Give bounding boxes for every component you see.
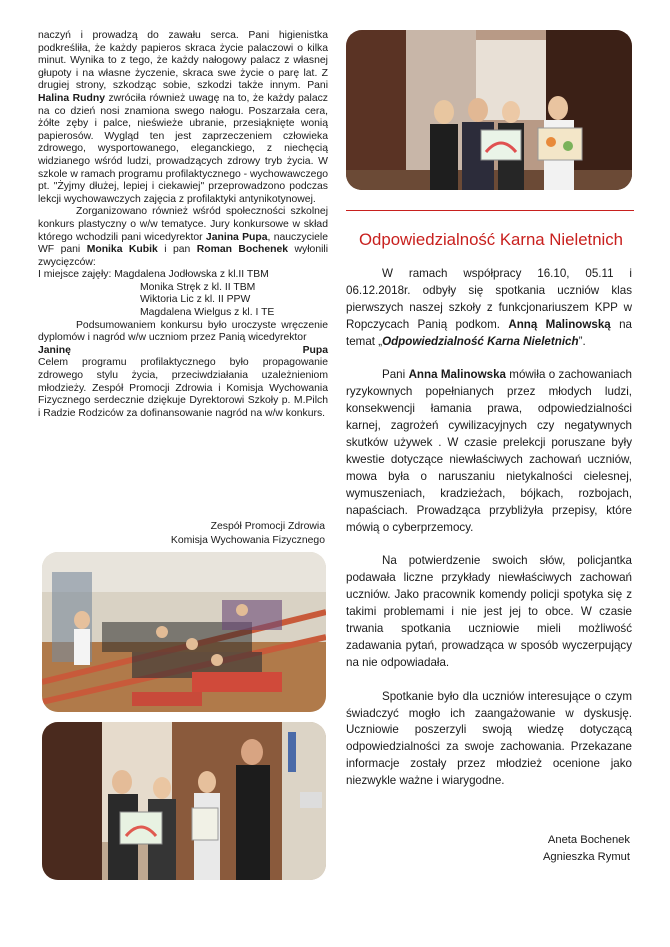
- right-paragraph-1: W ramach współpracy 16.10, 05.11 i 06.12.2018r. odbyły się spotkania uczniów klas pierwszych naszej szkoły z funkcjonariuszem KPP w Ropczycach Panią podkom. Anną Malinowską na temat „Odpowiedzialność Karna Nieletnich”.: [346, 267, 632, 348]
- article-title: Odpowiedzialność Karna Nieletnich: [359, 230, 623, 249]
- photo-students-gym: [42, 552, 326, 712]
- name-halina-rudny: Halina Rudny: [38, 92, 105, 104]
- left-paragraph-1: naczyń i prowadzą do zawału serca. Pani higienistka podkreśliła, że każdy papieros skraca życie palaczowi o kilka minut. Wynika to z tego, że każdy nałogowy palacz z własnej głupoty i na własne życzenie, skraca swe życie o parę lat. Z drugiej strony, szkodząc sobie, szkodzi także innym. Pani Halina Rudny zwróciła również uwagę na to, że każdy palacz na co dzień nosi znamiona swego nałogu. Poszarzała cera, żółte zęby i palce, nieświeże ubranie, przesiąknięte wonią papierosów. Wygląd ten jest zaprzeczeniem człowieka zdrowego, wysportowanego, eleganckiego, z niechęcią widzianego wśród ludzi, prowadzących zdrowy tryb życia. W szkole w ramach programu profilaktycznego - wychowawczego pt. "Żyjmy dłużej, lepiej i ciekawiej" przeprowadzono podczas lekcji wychowawczych zajęcia z profilaktyki antynikotynowej.: [38, 30, 328, 205]
- photo-award-ceremony-top: [346, 30, 632, 190]
- left-column: [38, 30, 328, 420]
- topic-title: Odpowiedzialność Karna Nieletnich: [382, 334, 579, 348]
- left-paragraph-3: Podsumowaniem konkursu było uroczyste wręczenie dyplomów i nagród w/w uczniom przez Panią wicedyrektor: [38, 319, 328, 344]
- name-anna-malinowska: Anną Malinowską: [508, 317, 611, 331]
- left-paragraph-2: Zorganizowano również wśród społeczności szkolnej konkurs plastyczny o w/w tematyce. Jury konkursowe w skład którego wchodzili pani wicedyrektor Janina Pupa, nauczyciele WF pani Monika Kubik i pan Roman Bochenek wyłonili zwycięzców:: [38, 206, 329, 268]
- right-paragraph-2: Pani Anna Malinowska mówiła o zachowaniach ryzykownych popełnianych przez młodych ludzi, konsekwencji łamania prawa, odpowiedzialności karnej, zagrożeń cywilizacyjnych czy negatywnych skutków używek . W czasie prelekcji poruszane były kwestie dotyczące niewłaściwych zachowań uczniów, mowa była o naruszaniu nietykalności cielesnej, wymuszeniach, kradzieżach, bójkach, rozbojach, napaściach. Prowadząca przybliżyła przepisy, które mówią o cyberprzemocy.: [346, 368, 632, 534]
- title-rule: [346, 210, 634, 211]
- left-paragraph-3-name-line: Janinę Pupa: [38, 344, 328, 356]
- name-monika-kubik: Monika Kubik: [86, 244, 158, 256]
- right-column: [346, 266, 632, 807]
- left-paragraph-4: Celem programu profilaktycznego było propagowanie zdrowego stylu życia, przeciwdziałania uzależnieniom młodzieży. Zespół Promocji Zdrowia i Komisja Wychowania Fizycznego serdecznie dziękuje Dyrektorowi Szkoły p. M.Pilch i Radzie Rodziców za dofinansowanie nagród na w/w konkurs.: [38, 357, 328, 419]
- name-anna-malinowska-2: Anna Malinowska: [408, 368, 506, 382]
- right-paragraph-4: Spotkanie było dla uczniów interesujące o czym świadczyć mogło ich zaangażowanie w dyskusję. Uczniowie poszerzyli swoją wiedzę dotyczącą odpowiedzialności za swoje zachowania. Przekazane informacje zostały przez młodzież ocenione jako niezwykle ważne i wiarygodne.: [346, 689, 632, 788]
- winner-item: Magdalena Wielgus z kl. I TE: [140, 307, 275, 319]
- photo-award-ceremony-bottom: [42, 722, 326, 880]
- winner-item: Monika Stręk z kl. II TBM: [140, 281, 256, 293]
- winner-item: Wiktoria Lic z kl. II PPW: [140, 294, 251, 306]
- right-signature: Aneta Bochenek Agnieszka Rymut: [542, 834, 630, 863]
- winners-heading: I miejsce zajęły: Magdalena Jodłowska z kl.II TBM: [38, 269, 269, 281]
- left-signature: Zespół Promocji Zdrowia Komisja Wychowania Fizycznego: [170, 521, 325, 546]
- name-janina-pupa: Janina Pupa: [205, 231, 268, 243]
- name-roman-bochenek: Roman Bochenek: [196, 244, 289, 256]
- right-paragraph-3: Na potwierdzenie swoich słów, policjantka podawała liczne przykłady niewłaściwych zachowań uczniów. Jako pracownik komendy policji spotyka się z takimi problemami i nie jest jej to obce. W czasie trwania spotkania uczniowie mieli możliwość zadawania pytań, prowadząca w sposób wyczerpujący na nie odpowiadała.: [346, 554, 632, 669]
